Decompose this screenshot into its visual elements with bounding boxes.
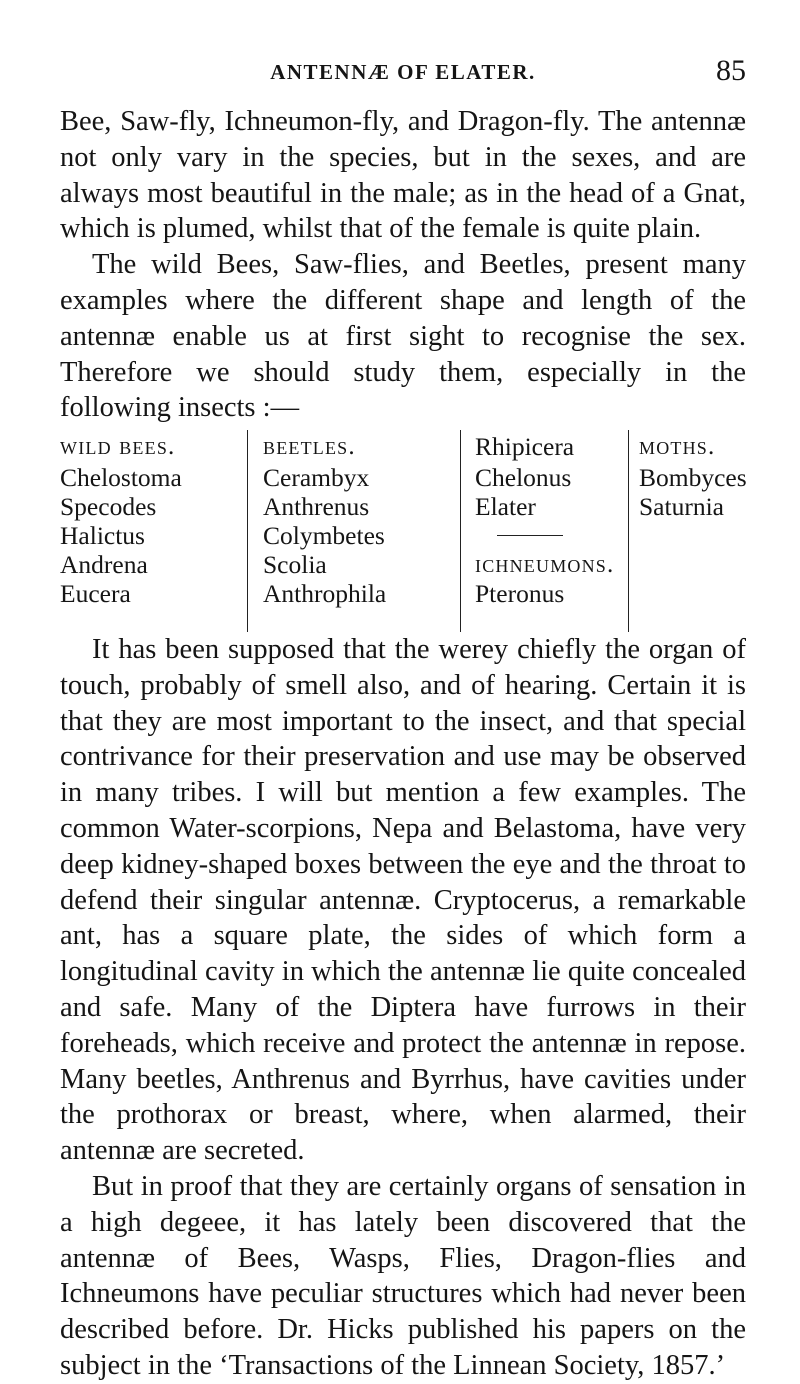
insect-name: Chelostoma [60, 463, 182, 492]
insect-name: Anthrophila [263, 579, 387, 608]
column-heading-wild-bees: wild bees. [60, 433, 176, 460]
insect-name: Saturnia [639, 492, 724, 521]
column-beetles [247, 430, 459, 632]
insect-name: Andrena [60, 550, 148, 579]
insect-name: Colymbetes [263, 521, 385, 550]
column-heading-beetles: beetles. [263, 433, 356, 460]
section-divider [497, 535, 563, 536]
insect-name: Pteronus [475, 579, 565, 608]
running-title: ANTENNÆ OF ELATER. [270, 60, 536, 84]
insect-name: Specodes [60, 492, 157, 521]
column-heading-moths: moths. [639, 433, 716, 460]
insect-name: Cerambyx [263, 463, 370, 492]
paragraph-sex-recognition: The wild Bees, Saw-flies, and Beetles, present many examples where the different shape and length of the antennæ enable us at first sight to recognise the sex. Therefore we should study them, especially in the following insects :— [60, 249, 746, 424]
insect-name: Elater [475, 492, 536, 521]
insect-name: Eucera [60, 579, 131, 608]
insect-name: Halictus [60, 521, 145, 550]
body-text-bottom [60, 632, 746, 1384]
paragraph-continued: Bee, Saw-fly, Ichneumon-fly, and Dragon-fly. The antennæ not only vary in the species, but in the sexes, and are always most beautiful in the male; as in the head of a Gnat, which is plumed, whilst that of the female is quite plain. [60, 106, 746, 245]
column-heading-ichneumons: ichneumons. [475, 551, 615, 578]
insect-name: Rhipicera [475, 432, 575, 461]
column-wild-bees [60, 430, 246, 632]
body-text-top [60, 104, 746, 426]
column-beetles-continued [460, 430, 628, 632]
running-head [60, 54, 746, 90]
insect-name: Anthrenus [263, 492, 370, 521]
insect-name: Bombyces [639, 463, 747, 492]
insect-name: Scolia [263, 550, 327, 579]
paragraph-antennae-protection: It has been supposed that the werey chiefly the organ of touch, probably of smell also, and of hearing. Certain it is that they are most important to the insect, and that special contrivance for their preservation and use may be observed in many tribes. I will but mention a few examples. The common Water-scorpions, Nepa and Belastoma, have very deep kidney-shaped boxes between the eye and the throat to defend their singular antennæ. Cryptocerus, a remarkable ant, has a square plate, the sides of which form a longitudinal cavity in which the antennæ lie quite concealed and safe. Many of the Diptera have furrows in their foreheads, which receive and protect the antennæ in repose. Many beetles, Anthrenus and Byrrhus, have cavities under the prothorax or breast, where, when alarmed, their antennæ are secreted. [60, 634, 746, 1167]
page-number: 85 [716, 54, 746, 87]
paragraph-sensation-proof: But in proof that they are certainly organs of sensation in a high degeee, it has lately been discovered that the antennæ of Bees, Wasps, Flies, Dragon-flies and Ichneumons have peculiar structures which had never been described before. Dr. Hicks published his papers on the subject in the ‘Transactions of the Linnean Society, 1857.’ [60, 1170, 746, 1381]
insect-name: Chelonus [475, 463, 572, 492]
column-moths [628, 430, 746, 632]
insect-table [60, 430, 746, 632]
